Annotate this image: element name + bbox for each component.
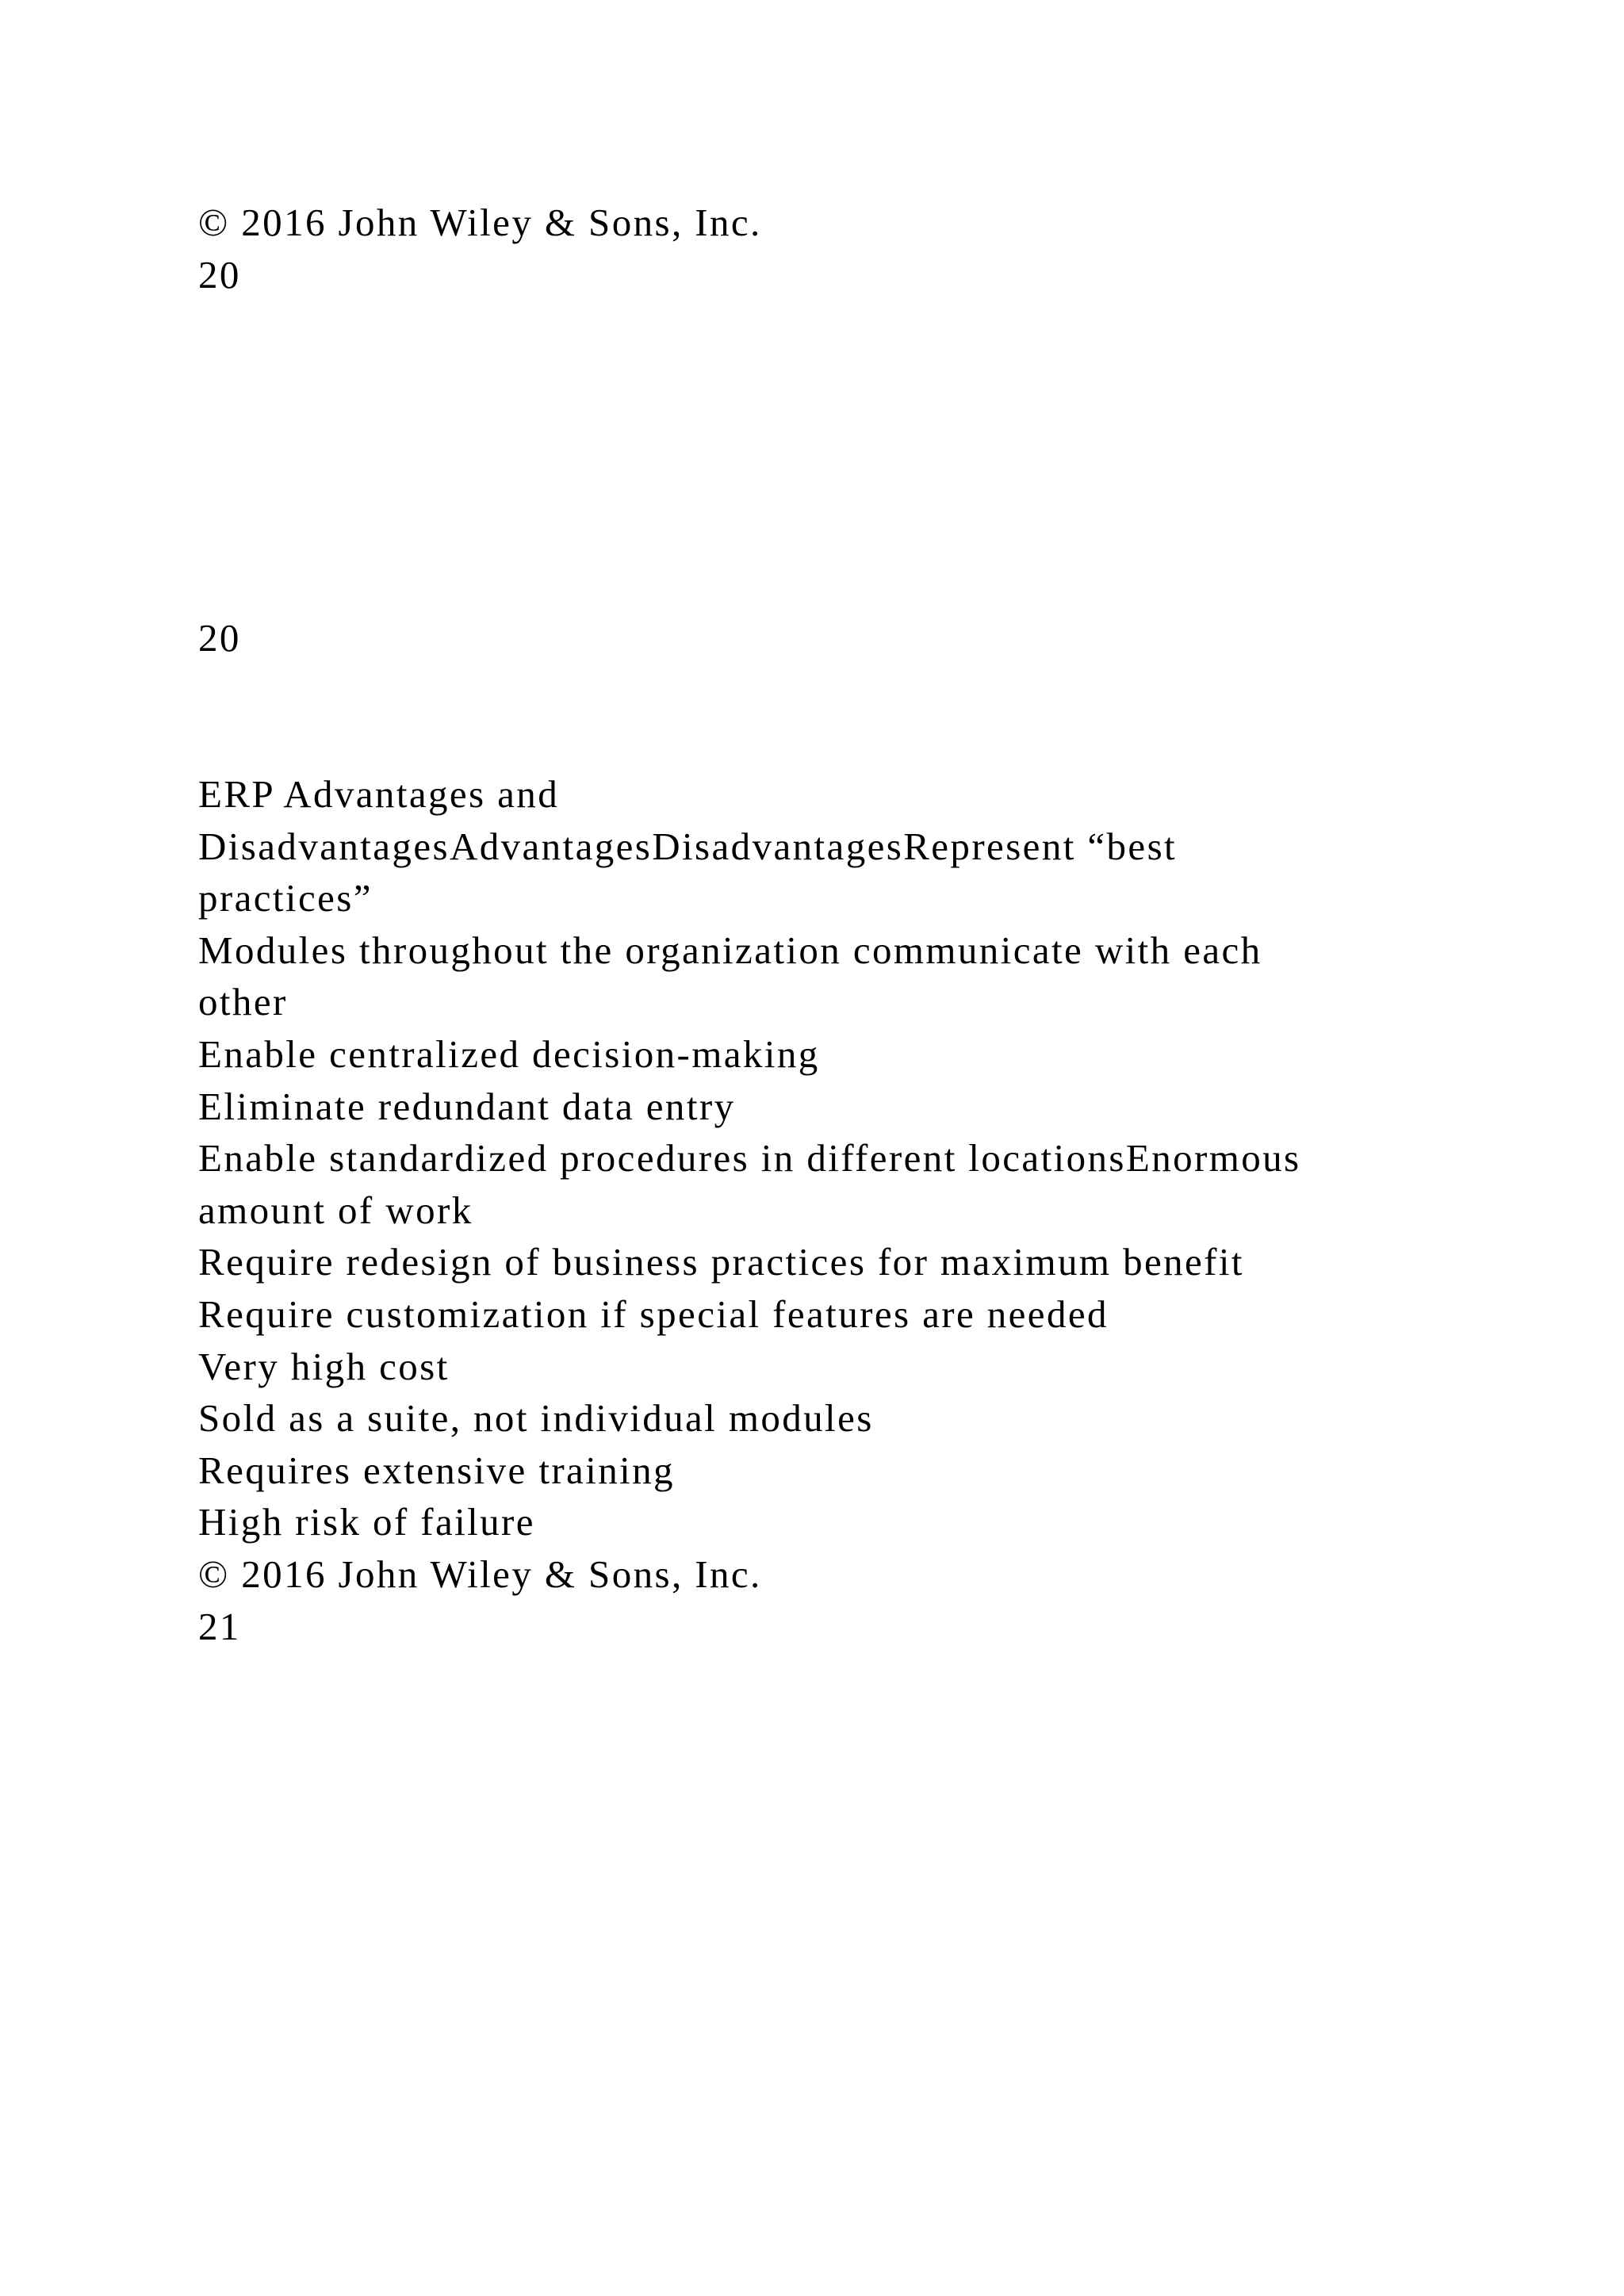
text-line: Require redesign of business practices for maximum benefit — [198, 1240, 1244, 1284]
text-line: practices” — [198, 876, 373, 920]
text-line: Very high cost — [198, 1344, 450, 1388]
page-number: 20 — [198, 616, 241, 660]
copyright-notice: © 2016 John Wiley & Sons, Inc. — [198, 201, 762, 244]
text-line: Enable centralized decision-making — [198, 1031, 820, 1076]
slide-text-block — [198, 768, 1435, 1652]
copyright-notice: © 2016 John Wiley & Sons, Inc. — [198, 1552, 762, 1596]
text-line: Eliminate redundant data entry — [198, 1084, 736, 1128]
header-block — [198, 197, 1435, 300]
page-number-block — [198, 612, 1435, 664]
text-line: Sold as a suite, not individual modules — [198, 1396, 874, 1441]
slide-title-line: ERP Advantages and — [198, 772, 560, 816]
text-line: High risk of failure — [198, 1500, 535, 1544]
text-line: Enable standardized procedures in different locationsEnormous — [198, 1136, 1301, 1181]
text-line: Require customization if special features are needed — [198, 1292, 1109, 1336]
slide-title-line: DisadvantagesAdvantagesDisadvantagesRepresent “best — [198, 824, 1178, 868]
page-number: 21 — [198, 1604, 241, 1648]
text-line: Requires extensive training — [198, 1448, 675, 1492]
text-line: Modules throughout the organization communicate with each — [198, 928, 1262, 972]
text-line: other — [198, 980, 288, 1024]
text-line: amount of work — [198, 1188, 473, 1232]
page-number: 20 — [198, 252, 241, 297]
